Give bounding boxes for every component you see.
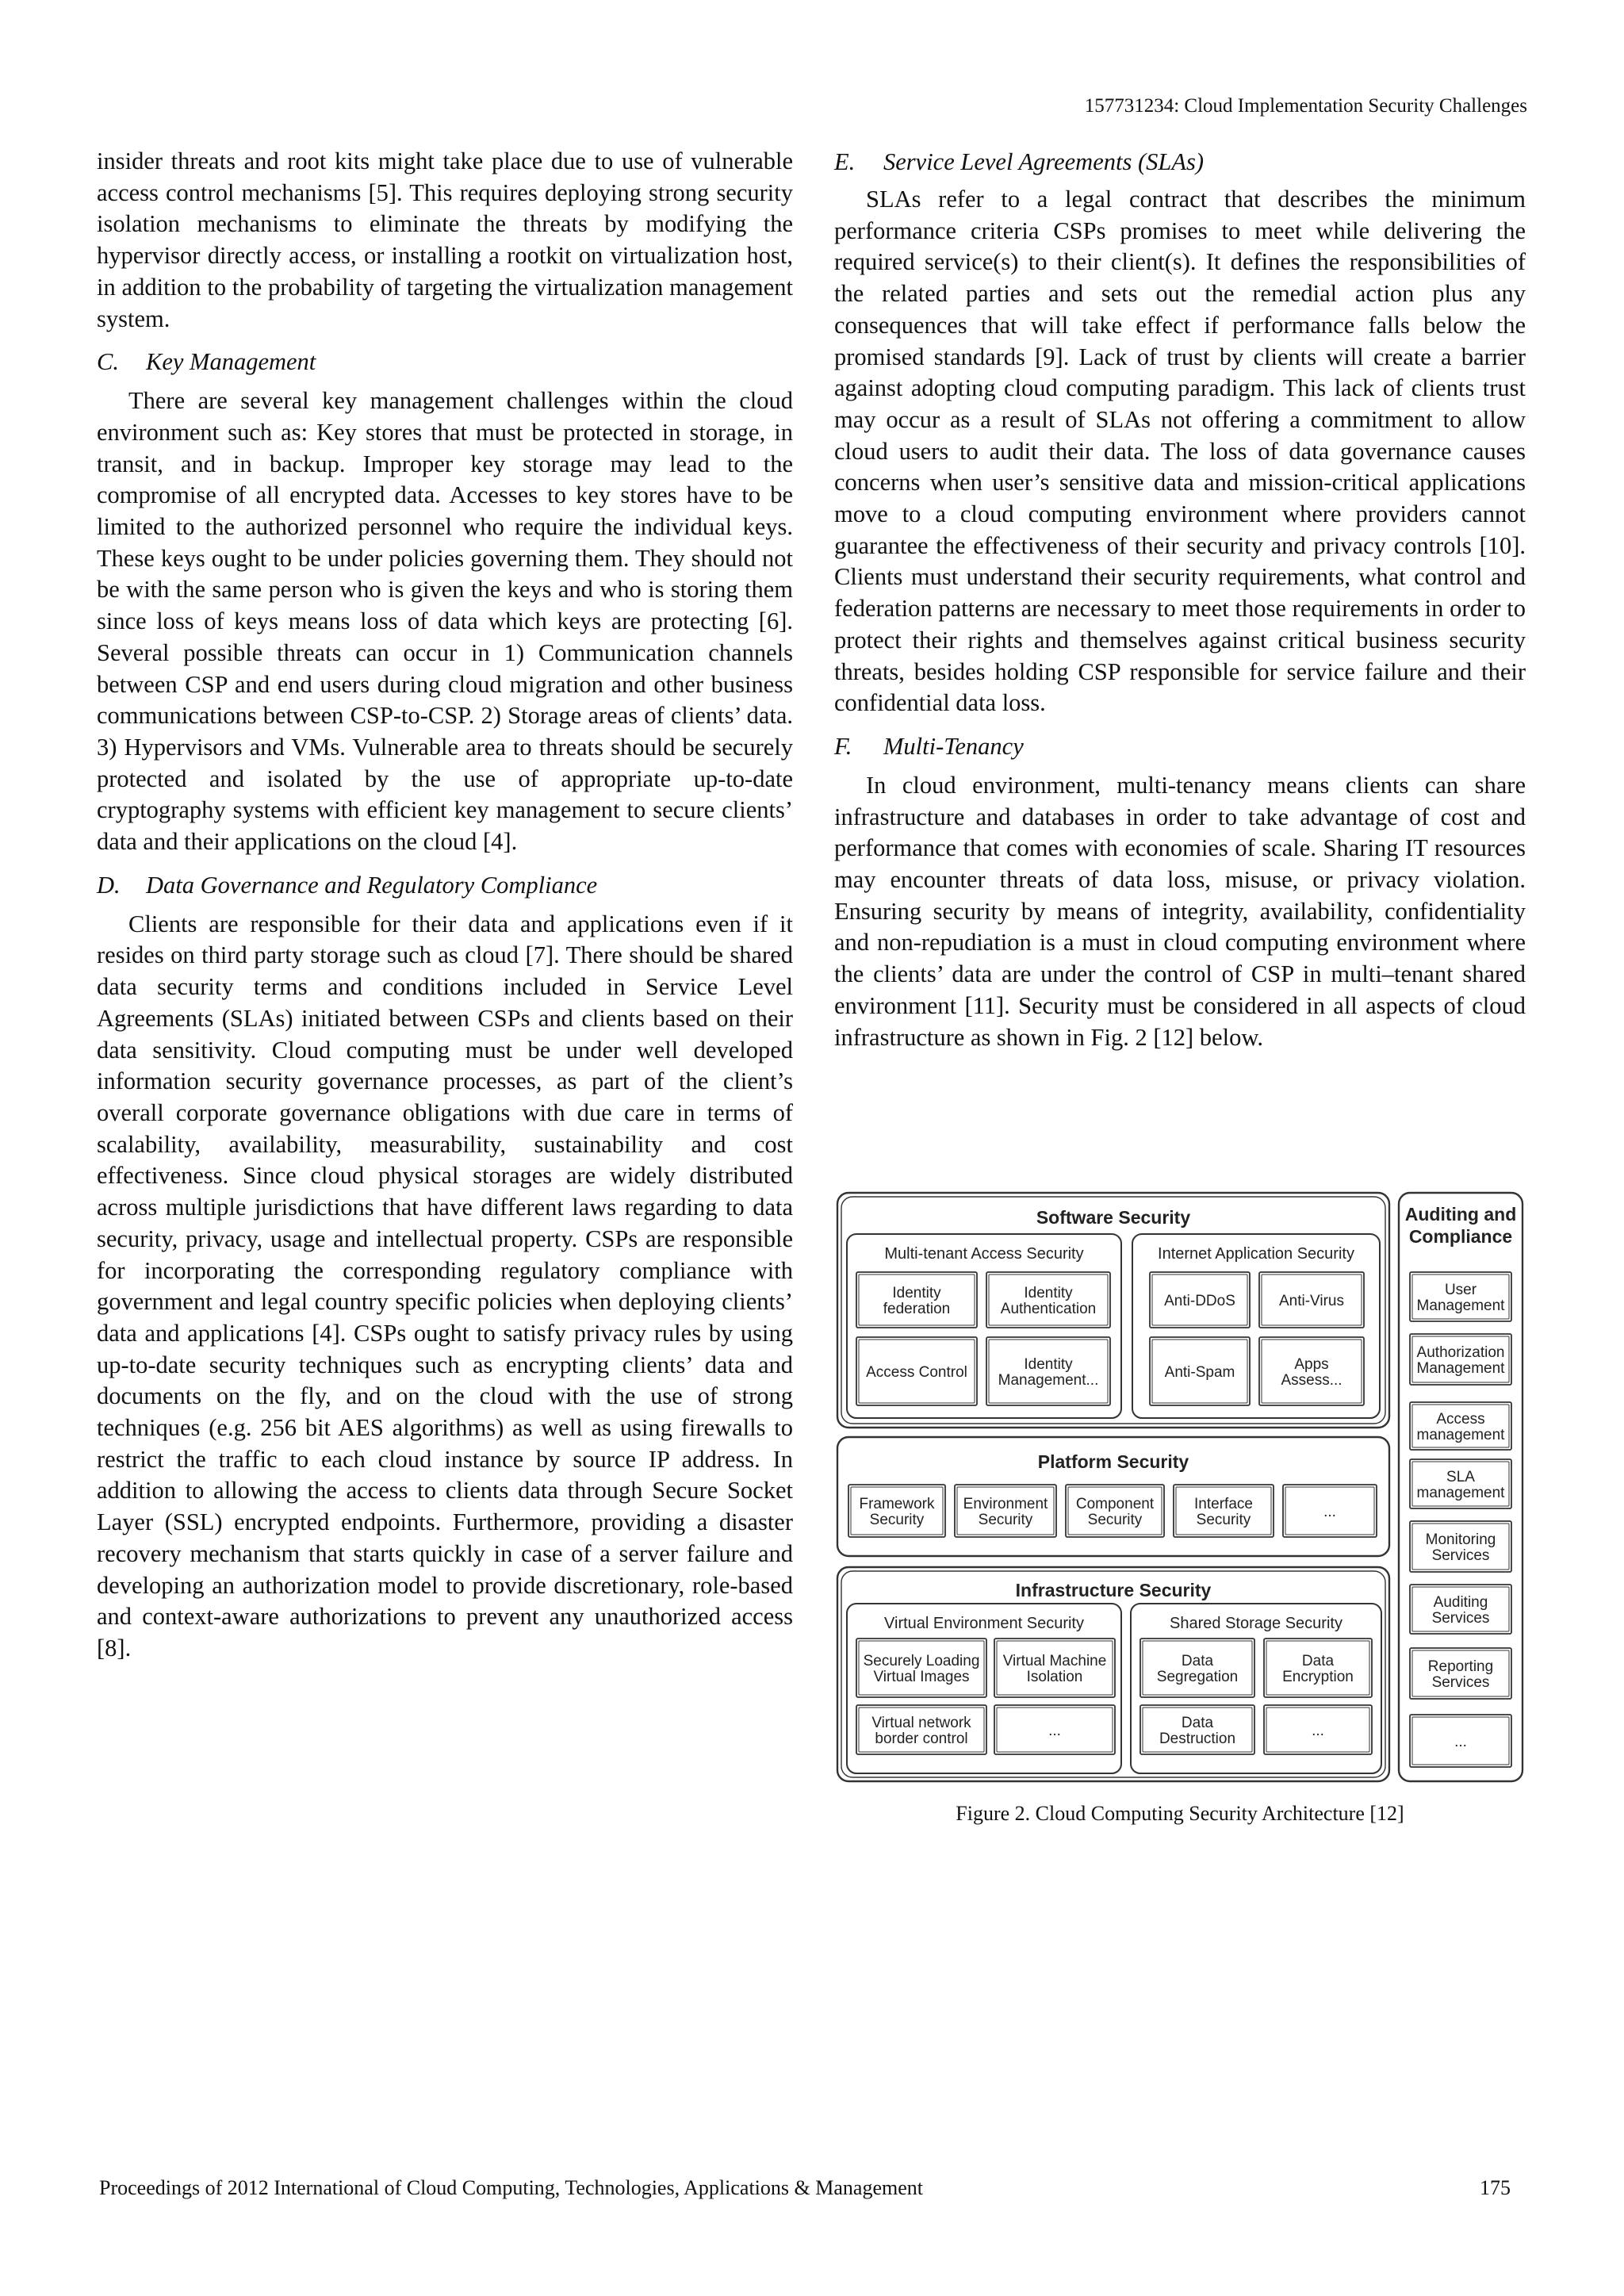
section-f-body: In cloud environment, multi-tenancy means clients can share infrastructure and databases in order to take advantage of cost and performance that comes with economies of scale. Sharing IT resources may encounter threats of data loss, misuse, or privacy violation. Ensuring security by means of integrity, availability, confidentiality and non-repudiation is a must in cloud computing environment where the clients’ data are under the control of CSP in multi–tenant shared environment [11]. Security must be considered in all aspects of cloud infrastructure as shown in Fig. 2 [12] below. — [834, 771, 1526, 1051]
section-d-body: Clients are responsible for their data and applications even if it resides on third party storage such as cloud [7]. There should be shared data security terms and conditions included in Service Level Agreements (SLAs) initiated between CSPs and clients based on their data sensitivity. Cloud computing must be under well developed information security governance processes, as part of the client’s overall corporate governance obligations with due care in terms of scalability, availability, measurability, sustainability and cost effectiveness. Since cloud physical storages are widely distributed across multiple jurisdictions that have different laws regarding to data security, privacy, usage and intellectual property. CSPs are responsible for incorporating the corresponding regulatory compliance with government and legal country specific policies when deploying clients’ data and applications [4]. CSPs ought to satisfy privacy rules by using up-to-date security techniques such as encrypting clients’ data and documents on the fly, and on the cloud with the use of strong techniques (e.g. 256 bit AES algorithms) as well as using firewalls to restrict the traffic to each cloud instance by source IP address. In addition to allowing the access to clients data through Secure Socket Layer (SSL) encrypted endpoints. Furthermore, providing a disaster recovery mechanism that starts quickly in case of a server failure and developing an authorization model to provide discretionary, role-based and context-aware authorizations to prevent any unauthorized access [8]. — [97, 910, 793, 1662]
section-e-title: Service Level Agreements (SLAs) — [883, 148, 1204, 175]
access-control-box-label: Access Control — [866, 1364, 967, 1381]
section-f-letter: F. — [834, 732, 852, 760]
section-d-heading — [97, 869, 793, 901]
architecture-diagram — [834, 1190, 1526, 1784]
section-c-letter: C. — [97, 348, 119, 376]
platform-box-1-label: Environment Security — [963, 1496, 1048, 1528]
section-e-letter: E. — [834, 148, 856, 175]
section-f-heading — [834, 730, 1526, 762]
section-c-title: Key Management — [146, 348, 316, 376]
auditing-box-7-label: ... — [1454, 1734, 1467, 1750]
auditing-box-1-label: Authorization Management — [1416, 1344, 1505, 1377]
software-security-title: Software Security — [1036, 1207, 1191, 1228]
apps-assess-box-label: Apps Assess... — [1281, 1356, 1342, 1389]
platform-box-2-label: Component Security — [1075, 1496, 1155, 1528]
page-footer — [99, 2176, 1511, 2200]
auditing-compliance-title: Auditing and Compliance — [1404, 1204, 1517, 1247]
identity-authentication-box-label: Identity Authentication — [1000, 1285, 1097, 1317]
anti-virus-box-label: Anti-Virus — [1278, 1293, 1345, 1309]
virtual-env-title: Virtual Environment Security — [884, 1615, 1084, 1632]
section-e-body: SLAs refer to a legal contract that describes the minimum performance criteria CSPs promises to meet while delivering the required service(s) to their client(s). It defines the responsibilities of the related parties and sets out the remedial action plus any consequences that will take effect if performance falls below the promised standards [9]. Lack of trust by clients will create a barrier against adopting cloud computing paradigm. This lack of clients trust may occur as a result of SLAs not offering a commitment to allow cloud users to audit their data. The loss of data governance causes concerns when user’s sensitive data and mission-critical applications move to a cloud computing environment where providers cannot guarantee the effectiveness of their security and privacy controls [10]. Clients must understand their security requirements, what control and federation patterns are necessary to meet those requirements in order to protect their rights and themselves against critical business security threats, besides holding CSP responsible for service failure and their confidential data loss. — [834, 186, 1526, 717]
auditing-box-2-label: Access management — [1416, 1411, 1505, 1443]
platform-box-4-label: ... — [1323, 1504, 1336, 1520]
vm-isolation-box-label: Virtual Machine Isolation — [1002, 1653, 1107, 1685]
anti-ddos-box-label: Anti-DDoS — [1164, 1293, 1235, 1309]
platform-box-0-label: Framework Security — [859, 1496, 935, 1528]
infrastructure-security-title: Infrastructure Security — [1015, 1580, 1212, 1600]
auditing-box-3-label: SLA management — [1416, 1469, 1505, 1501]
auditing-box-6-label: Reporting Services — [1427, 1658, 1494, 1691]
section-d-letter: D. — [97, 871, 121, 899]
security-architecture-figure — [834, 1190, 1526, 1784]
virtual-network-box-label: Virtual network border control — [871, 1715, 971, 1747]
right-column — [834, 146, 1526, 1053]
virtual-env-more-box-label: ... — [1048, 1723, 1061, 1739]
shared-storage-more-box-label: ... — [1312, 1723, 1324, 1739]
multi-tenant-title: Multi-tenant Access Security — [884, 1245, 1084, 1263]
footer-proceedings: Proceedings of 2012 International of Cloud Computing, Technologies, Applications & Management — [99, 2176, 923, 2199]
section-c-body: There are several key management challenges within the cloud environment such as: Key stores that must be protected in storage, in transit, and in backup. Improper key storage may lead to the compromise of all encrypted data. Accesses to key stores have to be limited to the authorized personnel who require the individual keys. These keys ought to be under policies governing them. They should not be with the same person who is given the keys and who is storing them since loss of keys means loss of data which keys are protecting [6]. Several possible threats can occur in 1) Communication channels between CSP and end users during cloud migration and other business communications between CSP-to-CSP. 2) Storage areas of clients’ data. 3) Hypervisors and VMs. Vulnerable area to threats should be securely protected and isolated by the use of appropriate up-to-date cryptography systems with efficient key management to secure clients’ data and their applications on the cloud [4]. — [97, 387, 793, 856]
shared-storage-title: Shared Storage Security — [1170, 1615, 1342, 1632]
left-column — [97, 146, 793, 1665]
running-head: 157731234: Cloud Implementation Security Challenges — [1084, 95, 1527, 117]
section-d-title: Data Governance and Regulatory Compliance — [146, 871, 598, 899]
identity-federation-box-label: Identity federation — [883, 1285, 951, 1317]
platform-security-title: Platform Security — [1037, 1451, 1189, 1472]
internet-app-title: Internet Application Security — [1158, 1245, 1354, 1263]
platform-box-3-label: Interface Security — [1194, 1496, 1253, 1528]
auditing-box-5-label: Auditing Services — [1431, 1594, 1490, 1627]
page-number: 175 — [1480, 2176, 1511, 2199]
securely-loading-box-label: Securely Loading Virtual Images — [863, 1653, 980, 1685]
auditing-box-4-label: Monitoring Services — [1425, 1531, 1496, 1564]
section-f-title: Multi-Tenancy — [883, 732, 1024, 760]
intro-paragraph: insider threats and root kits might take place due to use of vulnerable access control mechanisms [5]. This requires deploying strong security isolation mechanisms to eliminate the threats by modifying the hypervisor directly access, or installing a rootkit on virtualization host, in addition to the probability of targeting the virtualization management system. — [97, 148, 793, 332]
section-e-heading — [834, 146, 1526, 178]
identity-management-box-label: Identity Management... — [998, 1356, 1099, 1389]
data-encryption-box-label: Data Encryption — [1282, 1653, 1354, 1685]
data-destruction-box-label: Data Destruction — [1159, 1715, 1236, 1747]
figure-caption: Figure 2. Cloud Computing Security Architecture [12] — [956, 1802, 1404, 1825]
section-c-heading — [97, 346, 793, 378]
auditing-box-0-label: User Management — [1416, 1282, 1505, 1314]
anti-spam-box-label: Anti-Spam — [1164, 1364, 1235, 1381]
data-segregation-box-label: Data Segregation — [1156, 1653, 1239, 1685]
